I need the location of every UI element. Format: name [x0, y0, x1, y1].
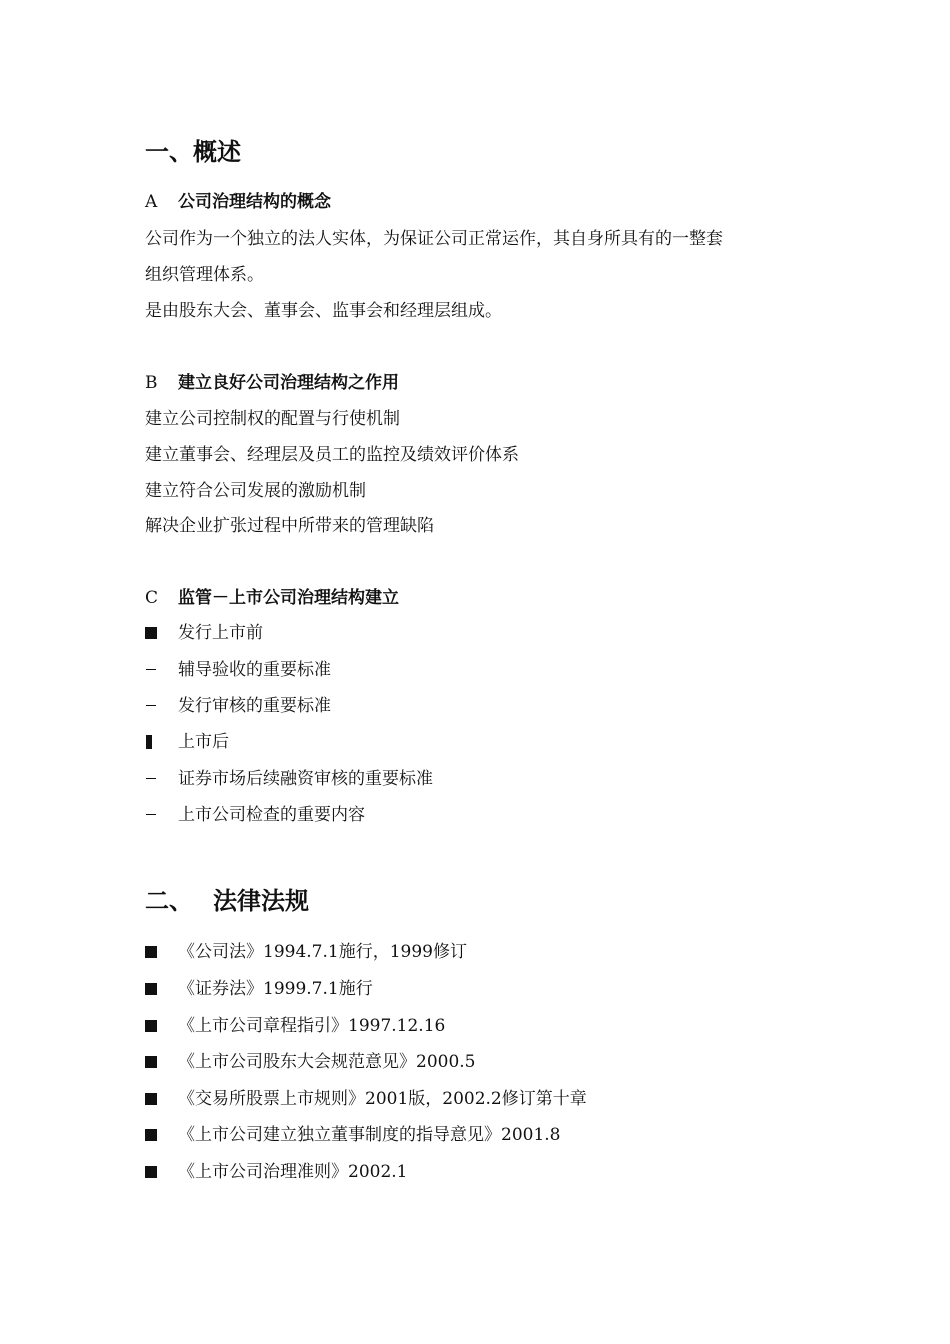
square-bullet-icon — [145, 946, 157, 958]
list-item-text: 《交易所股票上市规则》2001版，2002.2修订第十章 — [178, 1089, 587, 1109]
dash-bullet-icon — [146, 705, 156, 707]
subsection-c-letter: C — [145, 588, 159, 608]
paragraph-line: 建立符合公司发展的激励机制 — [145, 481, 366, 501]
subsection-c-heading — [145, 586, 399, 610]
list-item-text: 《证券法》1999.7.1施行 — [178, 979, 373, 999]
dash-bullet-icon — [146, 814, 156, 816]
list-item — [145, 621, 263, 645]
subsection-b-heading — [145, 371, 399, 395]
paragraph-line: 建立公司控制权的配置与行使机制 — [145, 409, 400, 429]
square-bullet-icon — [145, 1166, 157, 1178]
list-item-text: 《公司法》1994.7.1施行，1999修订 — [178, 942, 467, 962]
subsection-c-title: 监管－上市公司治理结构建立 — [178, 588, 399, 608]
paragraph-line: 解决企业扩张过程中所带来的管理缺陷 — [145, 516, 434, 536]
subsection-a-title: 公司治理结构的概念 — [178, 192, 331, 212]
list-item-text: 上市公司检查的重要内容 — [178, 805, 365, 825]
square-bullet-icon — [145, 1020, 157, 1032]
section2-heading-number: 二、 — [145, 887, 193, 915]
section2-heading — [145, 886, 309, 916]
subsection-a-letter: A — [145, 192, 158, 212]
paragraph-line: 公司作为一个独立的法人实体，为保证公司正常运作，其自身所具有的一整套 — [145, 229, 723, 249]
list-item — [145, 1050, 475, 1074]
square-bullet-icon — [145, 627, 157, 639]
dash-bullet-icon — [146, 669, 156, 671]
paragraph-line: 是由股东大会、董事会、监事会和经理层组成。 — [145, 301, 502, 321]
paragraph-line: 组织管理体系。 — [145, 265, 264, 285]
list-item — [145, 940, 467, 964]
list-item — [145, 977, 373, 1001]
list-item — [145, 1014, 445, 1038]
list-item-text: 《上市公司股东大会规范意见》2000.5 — [178, 1052, 476, 1072]
dash-bullet-icon — [146, 778, 156, 780]
paragraph-line: 建立董事会、经理层及员工的监控及绩效评价体系 — [145, 445, 519, 465]
square-bullet-icon — [145, 983, 157, 995]
list-item — [145, 1123, 560, 1147]
square-bullet-icon — [145, 1129, 157, 1141]
list-item — [145, 803, 365, 827]
list-item-text: 辅导验收的重要标准 — [178, 660, 331, 680]
list-item-text: 证券市场后续融资审核的重要标准 — [178, 769, 433, 789]
list-item — [145, 1160, 407, 1184]
section2-heading-text: 法律法规 — [213, 887, 309, 915]
subsection-a-heading — [145, 190, 331, 214]
list-item-text: 《上市公司建立独立董事制度的指导意见》2001.8 — [178, 1125, 561, 1145]
list-item-text: 《上市公司治理准则》2002.1 — [178, 1162, 408, 1182]
bar-bullet-icon — [146, 735, 152, 749]
section1-heading: 一、概述 — [145, 138, 241, 166]
list-item-text: 上市后 — [178, 732, 229, 752]
square-bullet-icon — [145, 1056, 157, 1068]
square-bullet-icon — [145, 1093, 157, 1105]
list-item — [145, 767, 433, 791]
list-item — [145, 1087, 587, 1111]
list-item — [145, 694, 331, 718]
subsection-b-title: 建立良好公司治理结构之作用 — [178, 373, 399, 393]
list-item-text: 发行审核的重要标准 — [178, 696, 331, 716]
subsection-b-letter: B — [145, 373, 158, 393]
list-item — [145, 658, 331, 682]
list-item-text: 《上市公司章程指引》1997.12.16 — [178, 1016, 446, 1036]
list-item-text: 发行上市前 — [178, 623, 263, 643]
list-item — [145, 730, 229, 754]
